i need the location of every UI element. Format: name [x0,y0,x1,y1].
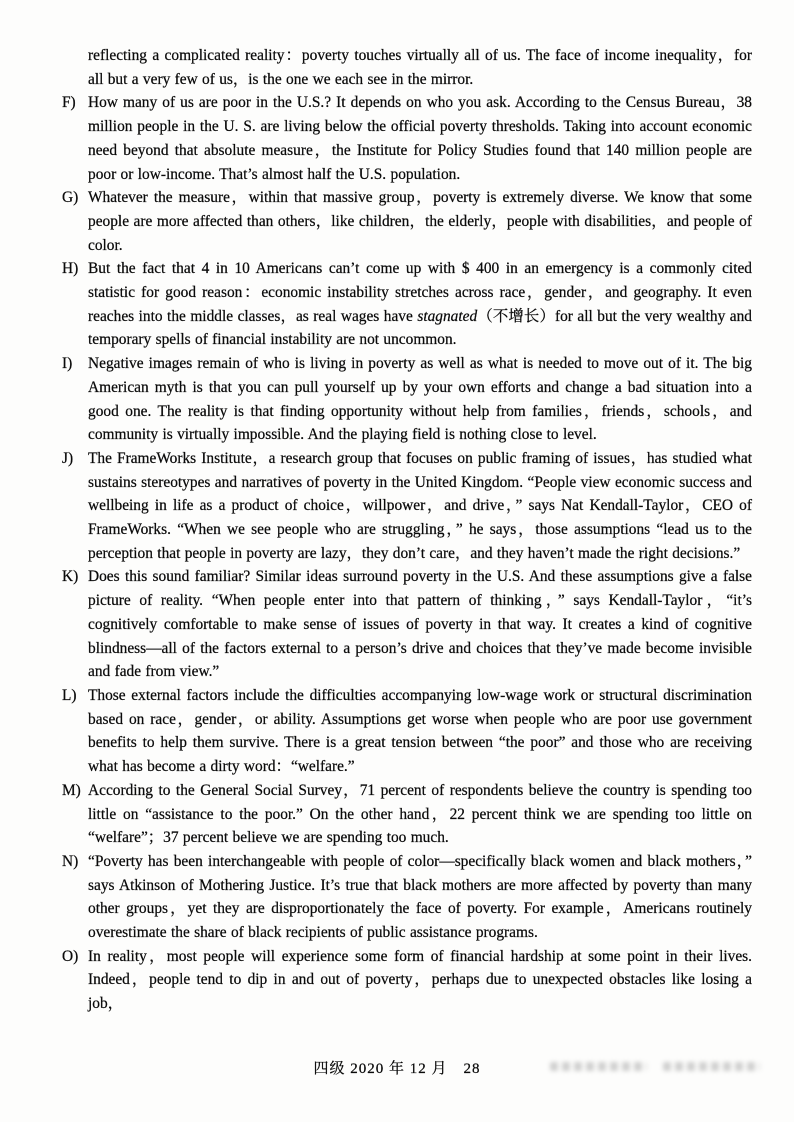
italic-term: stagnated [417,307,478,325]
passage-paragraph-o [62,945,752,1016]
paragraph-text: How many of us are poor in the U.S.? It depends on who you ask. According to the Census Bureau，38 million people in the U. S. are living below the official poverty thresholds. Taking into account economic need beyond that absolute measure，the Institute for Policy Studies found that 140 million people are poor or low-income. That’s almost half the U.S. population. [88,94,752,183]
paragraph-text: Those external factors include the difficulties accompanying low-wage work or structural discrimination based on race，gender，or ability. Assumptions get worse when people who are poor use government benefits to help them survive. There is a great tension between “the poor” and those who are receiving what has become a dirty word：“welfare.” [88,686,752,776]
paragraph-label: M) [62,781,81,799]
passage-paragraph-m [62,779,752,850]
paragraph-label: H) [62,260,79,278]
passage-paragraph-k [62,565,752,684]
paragraph-label: L) [62,686,77,704]
page-footer: 四级 2020 年 12 月 28 [313,1061,481,1077]
passage-paragraph-e-continued [62,44,752,91]
passage-paragraph-h [62,257,752,352]
watermark [550,1060,760,1074]
paragraph-label: F) [62,94,76,112]
reading-passage [62,44,752,1016]
paragraph-text: reflecting a complicated reality：poverty touches virtually all of us. The face of income inequality，for all but a very few of us，is the one we each see in the mirror. [88,47,752,88]
paragraph-text-after-italic: （不增长）for all but the very wealthy and temporary spells of financial instability are not uncommon. [88,307,752,349]
paragraph-text: The FrameWorks Institute，a research group that focuses on public framing of issues，has studied what sustains stereotypes and narratives of poverty in the United Kingdom. “People view economic success and wellbeing in life as a product of choice，willpower，and drive，” says Nat Kendall-Taylor，CEO of FrameWorks. “When we see people who are struggling，” he says，those assumptions “lead us to the perception that people in poverty are lazy，they don’t care，and they haven’t made the right decisions.” [88,449,752,562]
paragraph-text: Whatever the measure，within that massive group，poverty is extremely diverse. We know that some people are more affected than others，like children，the elderly，people with disabilities，and people of color. [88,189,752,254]
paragraph-label: G) [62,189,79,207]
watermark-blur-blob [550,1062,647,1071]
paragraph-label: O) [62,947,79,965]
paragraph-text: According to the General Social Survey，71 percent of respondents believe the country is spending too little on “assistance to the poor.” On the other hand，22 percent think we are spending too little on “welfare”；37 percent believe we are spending too much. [88,781,752,847]
watermark-blur-blob [663,1062,760,1071]
paragraph-label: J) [62,449,74,467]
paragraph-text [88,260,752,348]
paragraph-text: In reality，most people will experience some form of financial hardship at some point in their lives. Indeed，people tend to dip in and out of poverty，perhaps due to unexpected obstacles like losing a job， [88,947,752,1013]
passage-paragraph-l [62,684,752,779]
passage-paragraph-f [62,91,752,186]
paragraph-text: Does this sound familiar? Similar ideas surround poverty in the U.S. And these assumptions give a false picture of reality. “When people enter into that pattern of thinking，” says Kendall-Taylor，“it’s cognitively comfortable to make sense of issues of poverty in that way. It creates a kind of cognitive blindness—all of the factors external to a person’s drive and choices that they’ve made become invisible and fade from view.” [88,568,752,681]
paragraph-label: I) [62,355,73,373]
passage-paragraph-i [62,352,752,447]
paragraph-label: K) [62,568,79,586]
passage-paragraph-n [62,850,752,945]
paragraph-text-before-italic: But the fact that 4 in 10 Americans can’t come up with $ 400 in an emergency is a commonly cited statistic for good reason：economic instability stretches across race，gender，and geography. It even reaches into the middle classes，as real wages have [88,260,752,325]
paragraph-text: “Poverty has been interchangeable with people of color—specifically black women and black mothers，” says Atkinson of Mothering Justice. It’s true that black mothers are more affected by poverty than many other groups，yet they are disproportionately the face of poverty. For example，Americans routinely overestimate the share of black recipients of public assistance programs. [88,852,752,942]
paragraph-text: Negative images remain of who is living in poverty as well as what is needed to move out of it. The big American myth is that you can pull yourself up by your own efforts and change a bad situation into a good one. The reality is that finding opportunity without help from families，friends，schools，and community is virtually impossible. And the playing field is nothing close to level. [88,355,752,444]
passage-paragraph-j [62,447,752,566]
paragraph-label: N) [62,852,79,870]
passage-paragraph-g [62,186,752,257]
